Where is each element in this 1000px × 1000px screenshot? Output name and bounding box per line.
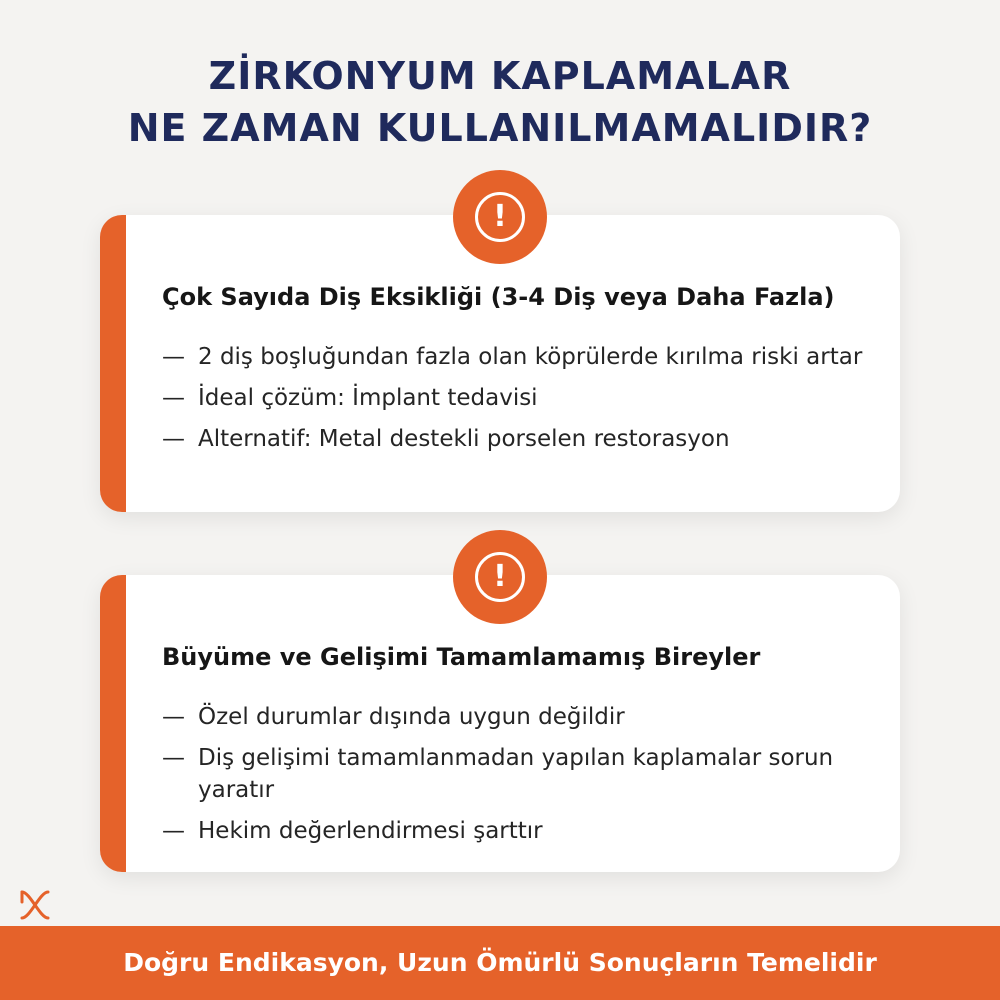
card-bullet-list xyxy=(162,341,872,464)
list-item: — İdeal çözüm: İmplant tedavisi xyxy=(162,385,538,411)
list-item: — Hekim değerlendirmesi şarttır xyxy=(162,818,543,844)
alert-circle-icon: ! xyxy=(453,170,547,264)
title-line-1: ZİRKONYUM KAPLAMALAR xyxy=(208,54,792,98)
card-heading: Büyüme ve Gelişimi Tamamlamamış Bireyler xyxy=(162,643,761,671)
title-line-2: NE ZAMAN KULLANILMAMALIDIR? xyxy=(127,106,873,150)
clinic-logo-icon xyxy=(16,888,54,926)
list-item: — 2 diş boşluğundan fazla olan köprülerde kırılma riski artar xyxy=(162,344,863,370)
list-item: — Özel durumlar dışında uygun değildir xyxy=(162,704,625,730)
list-item: — Diş gelişimi tamamlanmadan yapılan kaplamalar sorun yaratır xyxy=(162,745,834,803)
card-bullet-list xyxy=(162,701,872,856)
card-accent-bar xyxy=(100,575,126,872)
page-title xyxy=(0,50,1000,154)
list-item: — Alternatif: Metal destekli porselen restorasyon xyxy=(162,426,730,452)
footer-text: Doğru Endikasyon, Uzun Ömürlü Sonuçların Temelidir xyxy=(123,948,877,977)
card-heading: Çok Sayıda Diş Eksikliği (3-4 Diş veya Daha Fazla) xyxy=(162,283,835,311)
card-accent-bar xyxy=(100,215,126,512)
footer-banner xyxy=(0,926,1000,1000)
alert-circle-icon: ! xyxy=(453,530,547,624)
